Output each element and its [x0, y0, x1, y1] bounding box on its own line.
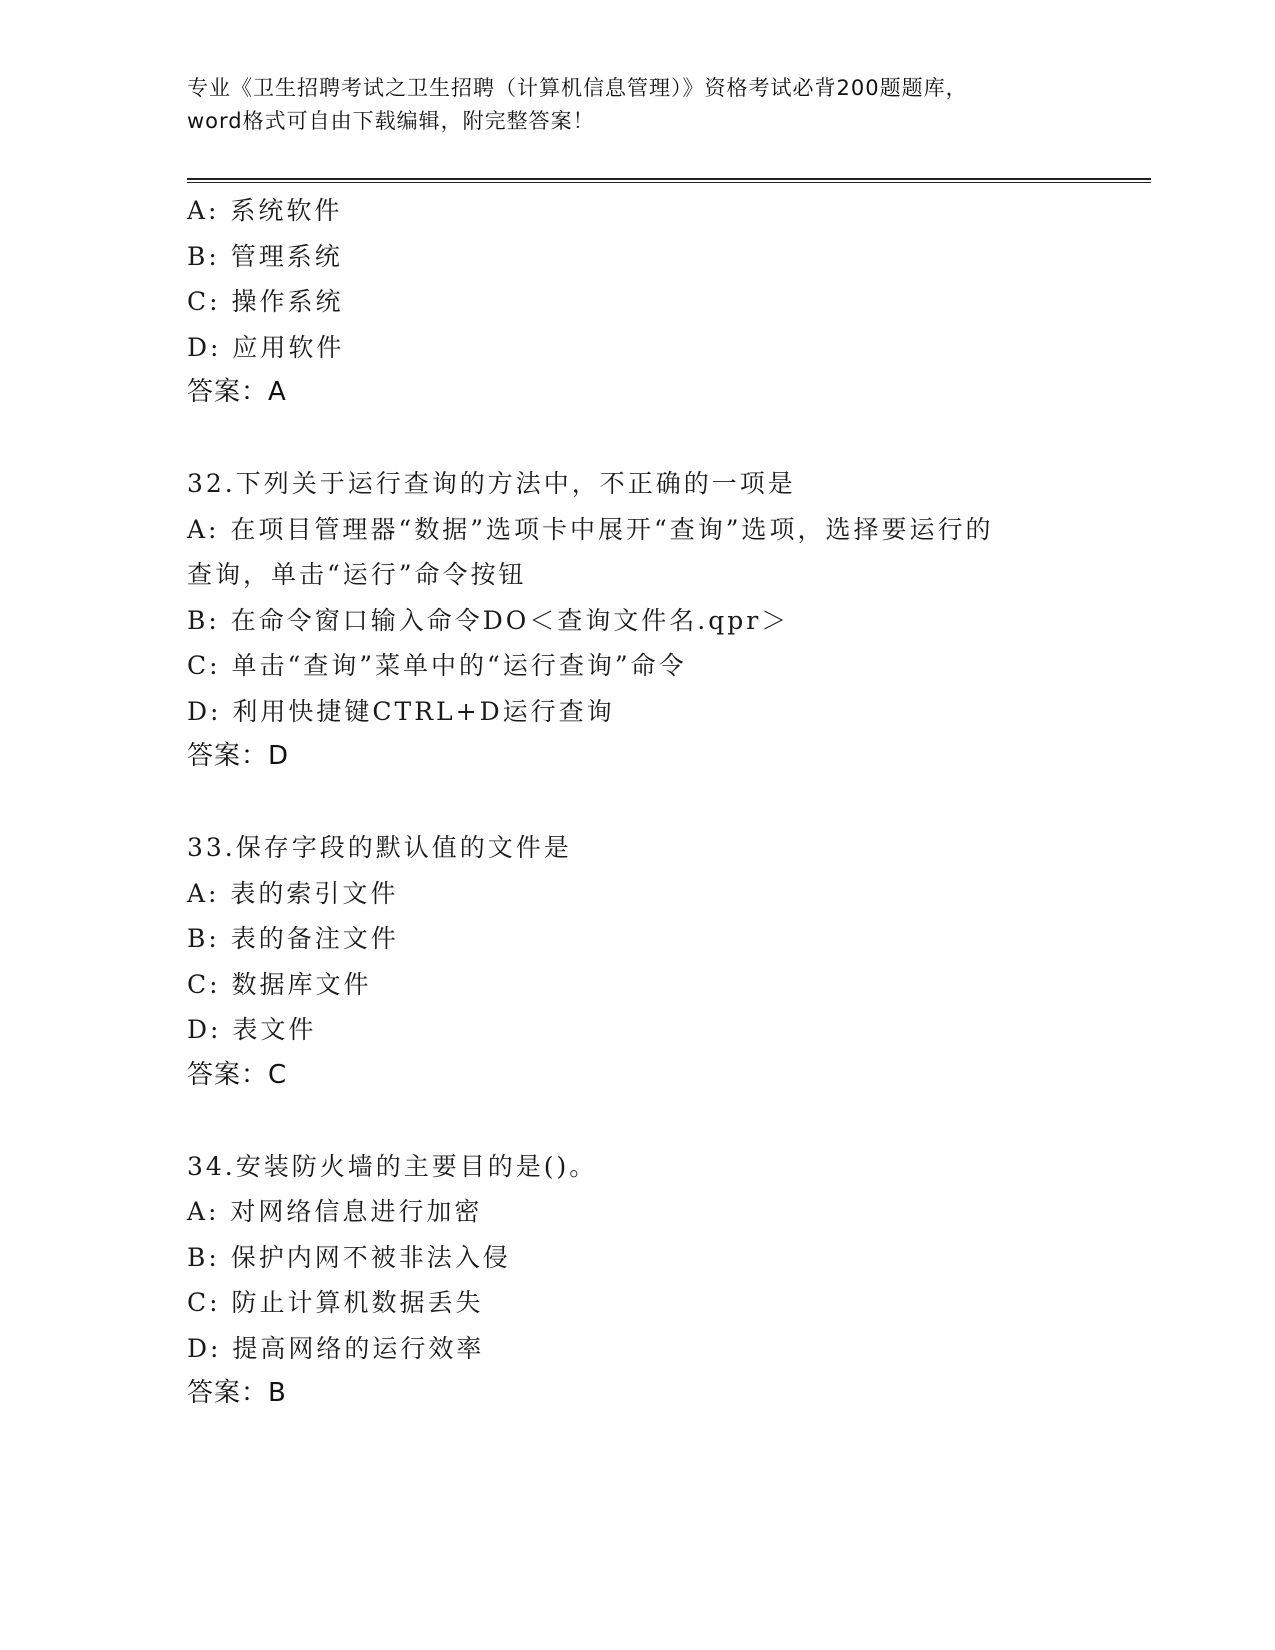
- option-c: C: 操作系统: [187, 287, 344, 316]
- question-text: 32.下列关于运行查询的方法中，不正确的一项是: [187, 469, 796, 498]
- option-a: A: 系统软件: [187, 196, 343, 225]
- option-a-continued: 查询，单击“运行”命令按钮: [187, 560, 527, 589]
- option-a: A: 表的索引文件: [187, 878, 399, 908]
- question-text: 33.保存字段的默认值的文件是: [187, 833, 572, 862]
- answer-label: 答案：D: [187, 741, 290, 771]
- question-block-33: [187, 825, 1147, 1098]
- option-a: A: 在项目管理器“数据”选项卡中展开“查询”选项，选择要运行的: [187, 514, 994, 544]
- option-b: B: 管理系统: [187, 241, 343, 271]
- question-text: 34.安装防火墙的主要目的是()。: [187, 1151, 598, 1181]
- answer-label: 答案：C: [187, 1059, 288, 1090]
- spacer: [187, 780, 1147, 826]
- header-divider: [187, 178, 1151, 183]
- option-b: B: 保护内网不被非法入侵: [187, 1242, 511, 1272]
- option-b: B: 表的备注文件: [187, 924, 399, 953]
- option-a: A: 对网络信息进行加密: [187, 1197, 483, 1226]
- option-d: D: 表文件: [187, 1015, 317, 1044]
- option-c: C: 数据库文件: [187, 969, 372, 999]
- header-line-2: word格式可自由下载编辑，附完整答案！: [187, 109, 595, 133]
- option-d: D: 利用快捷键CTRL+D运行查询: [187, 696, 615, 726]
- question-block-34: [187, 1144, 1147, 1417]
- answer-label: 答案：B: [187, 1378, 287, 1408]
- question-list: [187, 188, 1147, 1417]
- spacer: [187, 1098, 1147, 1144]
- question-block-31: [187, 188, 1147, 416]
- option-b: B: 在命令窗口输入命令DO＜查询文件名.qpr＞: [187, 605, 790, 635]
- option-c: C: 防止计算机数据丢失: [187, 1288, 484, 1317]
- answer-label: 答案：A: [187, 377, 287, 407]
- page-header: [187, 72, 1087, 138]
- question-block-32: [187, 461, 1147, 780]
- spacer: [187, 416, 1147, 462]
- option-d: D: 应用软件: [187, 332, 345, 362]
- option-d: D: 提高网络的运行效率: [187, 1333, 485, 1363]
- option-c: C: 单击“查询”菜单中的“运行查询”命令: [187, 651, 687, 680]
- header-line-1: 专业《卫生招聘考试之卫生招聘（计算机信息管理）》资格考试必背200题题库，: [187, 76, 968, 100]
